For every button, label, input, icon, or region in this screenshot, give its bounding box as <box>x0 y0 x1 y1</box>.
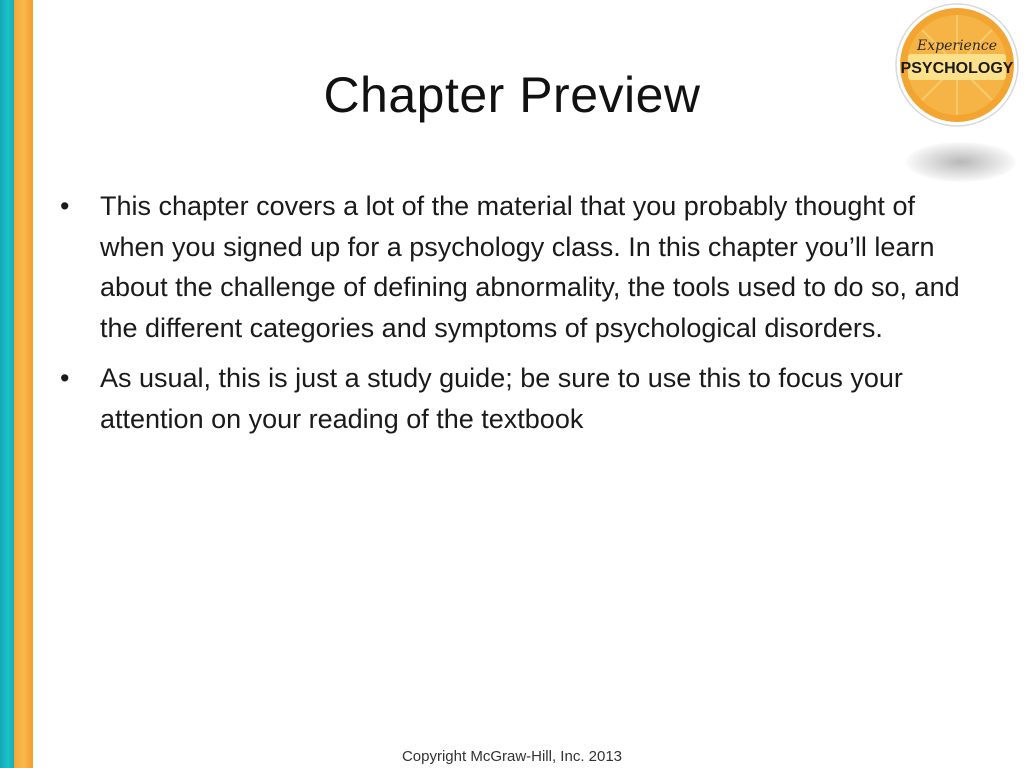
bullet-text: As usual, this is just a study guide; be sure to use this to focus your attention on your reading of the textbook <box>100 363 903 434</box>
svg-text:Experience: Experience <box>917 38 997 54</box>
bullet-item <box>60 358 960 439</box>
slide-title: Chapter Preview <box>323 67 701 123</box>
bullet-icon: • <box>60 363 70 393</box>
copyright-footer: Copyright McGraw-Hill, Inc. 2013 <box>401 748 623 765</box>
bullet-icon: • <box>60 191 70 221</box>
logo-shadow <box>906 142 1016 182</box>
svg-text:PSYCHOLOGY: PSYCHOLOGY <box>900 60 1014 77</box>
experience-psychology-logo <box>894 2 1020 128</box>
bullet-list <box>60 186 960 449</box>
bullet-item <box>60 186 960 348</box>
bullet-text: This chapter covers a lot of the material that you probably thought of when you signed up for a psychology class. In this chapter you’ll learn about the challenge of defining abnormality, the tools used to do so, and the different categories and symptoms of psychological disorders. <box>100 191 960 343</box>
